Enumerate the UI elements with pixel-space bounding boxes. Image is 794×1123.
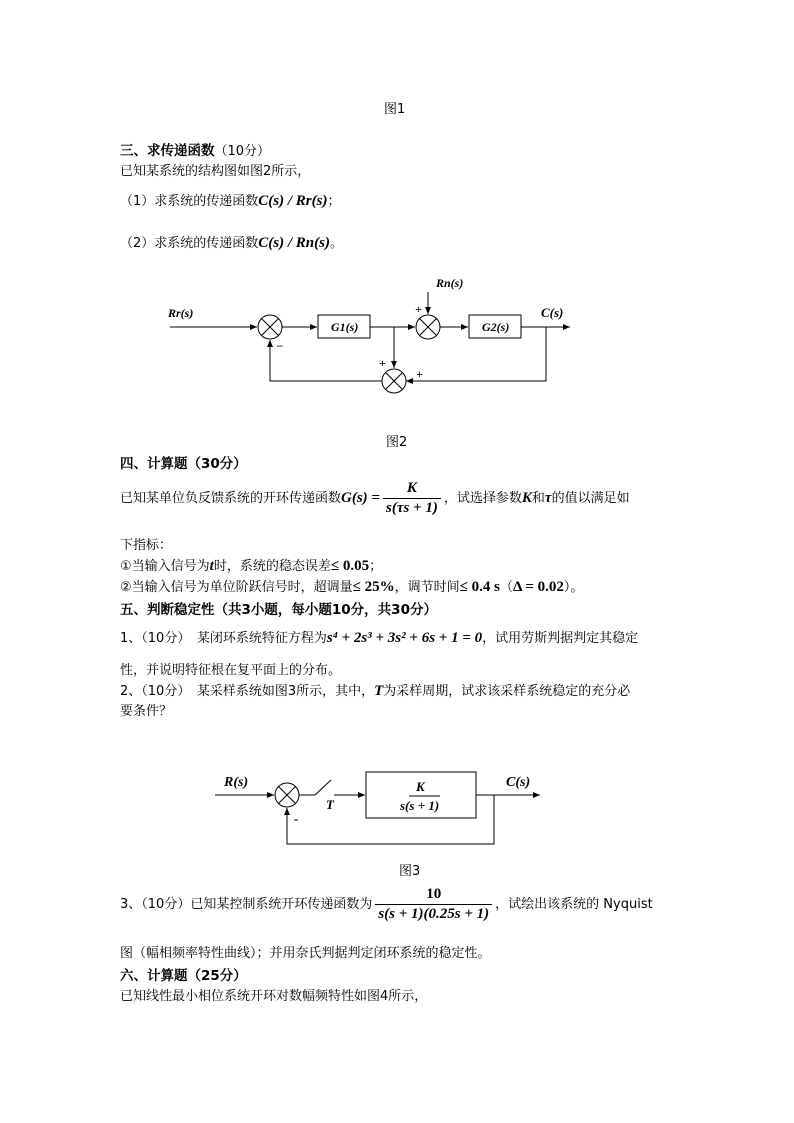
q2-end: 。 [329, 236, 343, 251]
section-4-line2: 下指标： [120, 538, 173, 553]
section-3-question-1 [120, 190, 340, 210]
sec4-intro-prefix: 已知某单位负反馈系统的开环传递函数 [120, 491, 342, 506]
section-6-intro: 已知线性最小相位系统开环对数幅频特性如图4所示， [120, 989, 428, 1004]
q1-math: C(s) / Rr(s) [258, 193, 328, 209]
fig2-summing-junction-3 [382, 369, 406, 393]
section-5-problem-1 [120, 627, 638, 647]
fig2-sign-sum3-top: + [379, 356, 386, 370]
section-5-problem-3-line2: 图（幅相频率特性曲线）；并用奈氏判据判定闭环系统的稳定性。 [120, 946, 491, 961]
p3-den: s(s + 1)(0.25s + 1) [378, 906, 490, 922]
section-3-intro: 已知某系统的结构图如图2所示， [120, 164, 311, 179]
q1-prefix: （1）求系统的传递函数 [120, 194, 259, 209]
p3-prefix: 3、（10分）已知某控制系统开环传递函数为 [120, 897, 373, 912]
fig2-sign-sum1: − [276, 339, 284, 353]
fig2-input-label: Rr(s) [168, 306, 194, 320]
fig3-sampler-switch [315, 780, 331, 795]
fig3-plant-num: K [416, 779, 425, 794]
q2-math: C(s) / Rn(s) [258, 235, 330, 251]
sec4-fraction [383, 480, 441, 517]
section-4-criterion-2 [120, 576, 583, 596]
section-5-problem-2 [120, 680, 630, 700]
p3-num: 10 [375, 886, 492, 905]
sec4-param-tau: τ [544, 490, 552, 506]
fig3-input-label: R(s) [224, 775, 249, 790]
section-3-title: 三、求传递函数 [120, 143, 215, 159]
section-3-question-2 [120, 232, 343, 252]
sec4-and: 和 [531, 491, 545, 506]
fig2-output-label: C(s) [541, 305, 564, 320]
p2-t: T [374, 683, 384, 699]
q1-end: ； [327, 194, 341, 209]
section-4-intro [120, 480, 630, 517]
fig2-g2-label: G2(s) [482, 320, 510, 334]
c1-mid: 时，系统的稳态误差 [213, 559, 331, 574]
figure-2-block-diagram [160, 270, 580, 400]
p1-prefix: 1、（10分） 某闭环系统特征方程为 [120, 631, 327, 646]
fig3-summing-junction [275, 783, 299, 807]
c2-math2: ≤ 0.4 s [459, 579, 500, 595]
c2-mid: ，调节时间 [394, 580, 460, 595]
figure-3-block-diagram [210, 762, 550, 852]
fig2-sign-sum2: + [415, 302, 422, 316]
fig3-plant-den: s(s + 1) [400, 798, 440, 813]
c2-paren: （ [499, 580, 513, 595]
figure-3-caption: 图3 [399, 864, 421, 879]
figure-2-caption: 图2 [386, 435, 408, 450]
p1-suffix: ，试用劳斯判据判定其稳定 [482, 631, 639, 646]
sec4-param-k: K [521, 490, 532, 506]
fig2-summing-junction-2 [416, 315, 440, 339]
c2-prefix: ②当输入信号为单位阶跃信号时，超调量 [120, 580, 353, 595]
fig3-sampler-label: T [326, 797, 334, 812]
q2-prefix: （2）求系统的传递函数 [120, 236, 259, 251]
sec4-fraction-den: s(τs + 1) [385, 500, 438, 516]
p3-suffix: ，试绘出该系统的 Nyquist [495, 897, 653, 912]
section-5-problem-2-line2: 要条件？ [120, 704, 173, 719]
c2-math1: ≤ 25% [352, 579, 395, 595]
sec4-intro-suffix: ，试选择参数 [443, 491, 522, 506]
fig3-feedback-path [287, 795, 494, 844]
section-5-problem-1-line2: 性，并说明特征根在复平面上的分布。 [120, 663, 342, 678]
section-3-score: （10分） [214, 144, 271, 159]
section-5-problem-3 [120, 886, 653, 923]
section-6-title: 六、计算题（25分） [120, 968, 247, 984]
c2-end: ）。 [563, 580, 584, 595]
section-4-title: 四、计算题（30分） [120, 456, 247, 472]
fig3-output-label: C(s) [506, 775, 531, 790]
sec4-fraction-num: K [383, 480, 441, 499]
c1-end: ； [369, 559, 383, 574]
p3-fraction [375, 886, 492, 923]
fig3-sign: - [294, 811, 299, 826]
c1-t: t [209, 558, 214, 574]
fig2-summing-junction-1 [258, 315, 282, 339]
p2-suffix: 为采样周期，试求该采样系统稳定的充分必 [383, 684, 631, 699]
section-4-criterion-1 [120, 555, 382, 575]
fig2-disturbance-label: Rn(s) [436, 276, 464, 290]
c2-math3: Δ = 0.02 [513, 579, 564, 595]
c1-math: ≤ 0.05 [330, 558, 370, 574]
c1-prefix: ①当输入信号为 [120, 559, 210, 574]
section-3-heading [120, 139, 270, 159]
fig2-feedback-path [406, 327, 546, 381]
sec4-intro-end: 的值以满足如 [551, 491, 630, 506]
section-5-title: 五、判断稳定性（共3小题，每小题10分，共30分） [120, 602, 437, 618]
fig2-g1-label: G1(s) [331, 320, 359, 334]
p1-equation: s⁴ + 2s³ + 3s² + 6s + 1 = 0 [326, 630, 483, 646]
p2-prefix: 2、（10分） 某采样系统如图3所示，其中， [120, 684, 375, 699]
fig2-sign-sum3-right: + [416, 367, 423, 381]
figure-1-caption: 图1 [384, 102, 406, 117]
sec4-gs: G(s) = [341, 490, 380, 506]
